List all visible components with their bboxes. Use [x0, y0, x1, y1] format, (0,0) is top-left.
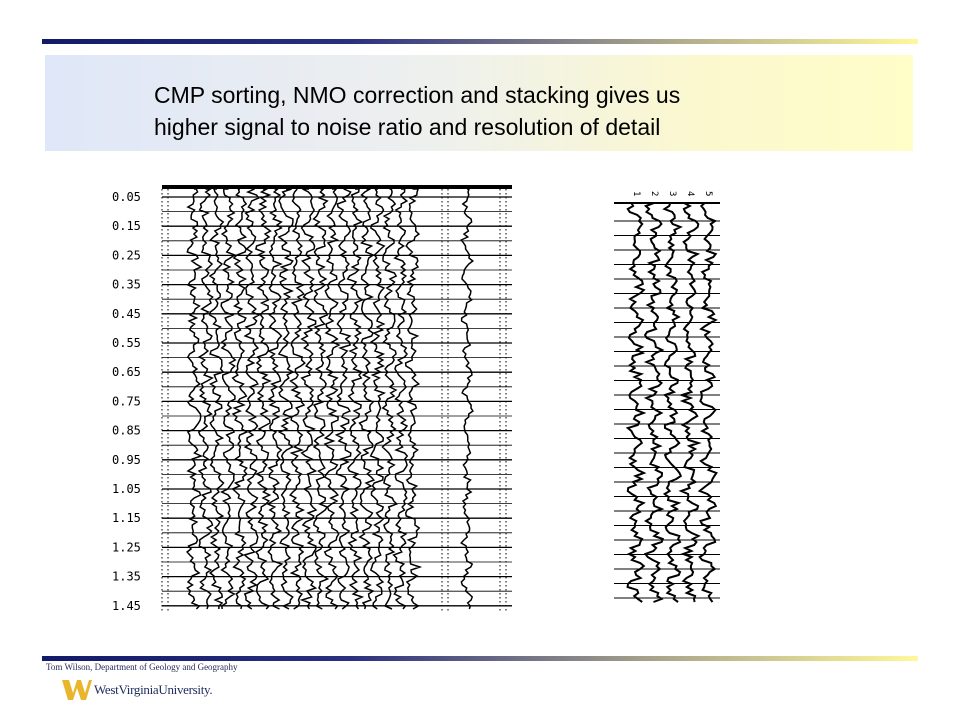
seismic-trace: [371, 189, 385, 609]
trace-number-labels: [631, 191, 713, 196]
seismic-trace: [221, 189, 235, 609]
stacked-trace: [700, 203, 717, 602]
trace-number-label: 1: [631, 191, 641, 197]
stacked-trace: [645, 203, 663, 602]
stacked-trace: [628, 203, 644, 602]
time-axis-labels: [112, 190, 141, 613]
stacked-section-figure: [614, 185, 720, 605]
footer-credit: Tom Wilson, Department of Geology and Geography: [46, 662, 238, 672]
slide-title-line-2: higher signal to noise ratio and resolution of detail: [154, 114, 661, 140]
trace-number-label: 5: [703, 191, 713, 197]
seismic-trace: [245, 189, 259, 609]
seismic-trace: [406, 189, 420, 609]
seismic-trace: [279, 189, 293, 609]
time-label: 1.15: [112, 511, 141, 526]
time-label: 1.05: [112, 482, 141, 496]
slide-title-line-1: CMP sorting, NMO correction and stacking gives us: [154, 82, 681, 108]
stacked-trace: [665, 203, 681, 602]
time-label: 0.05: [112, 190, 141, 204]
seismic-trace: [336, 189, 350, 609]
gather-traces: [187, 189, 473, 609]
time-label: 1.35: [112, 569, 141, 584]
cmp-gather-figure: [112, 183, 514, 617]
seismic-trace: [210, 189, 224, 609]
trace-number-label: 4: [685, 191, 695, 197]
seismic-trace: [268, 189, 282, 609]
time-label: 0.15: [112, 219, 141, 234]
trace-number-label: 3: [667, 191, 677, 197]
seismic-trace: [394, 189, 408, 609]
time-label: 0.85: [112, 423, 141, 438]
seismic-trace: [325, 189, 339, 609]
stacked-trace: [681, 203, 698, 602]
trace-number-label: 2: [649, 191, 659, 197]
time-label: 0.55: [112, 336, 141, 350]
seismic-trace: [360, 189, 374, 609]
time-label: 0.25: [112, 248, 141, 263]
time-label: 0.65: [112, 365, 141, 380]
seismic-trace: [199, 189, 213, 609]
seismic-trace: [461, 189, 473, 609]
time-label: 0.45: [112, 306, 141, 321]
time-label: 0.95: [112, 452, 141, 467]
seismic-trace: [348, 189, 362, 609]
time-label: 1.45: [112, 598, 141, 613]
wvu-logo-text: WestVirginiaUniversity.: [94, 682, 213, 697]
title-box: [45, 55, 913, 151]
top-rule: [42, 39, 918, 44]
seismic-trace: [290, 189, 305, 609]
time-label: 1.25: [112, 540, 141, 555]
time-label: 0.35: [112, 277, 141, 292]
time-label: 0.75: [112, 394, 141, 409]
bottom-rule: [42, 656, 918, 661]
stack-traces: [628, 203, 717, 602]
wvu-flying-wv-logo-icon: [62, 677, 92, 703]
